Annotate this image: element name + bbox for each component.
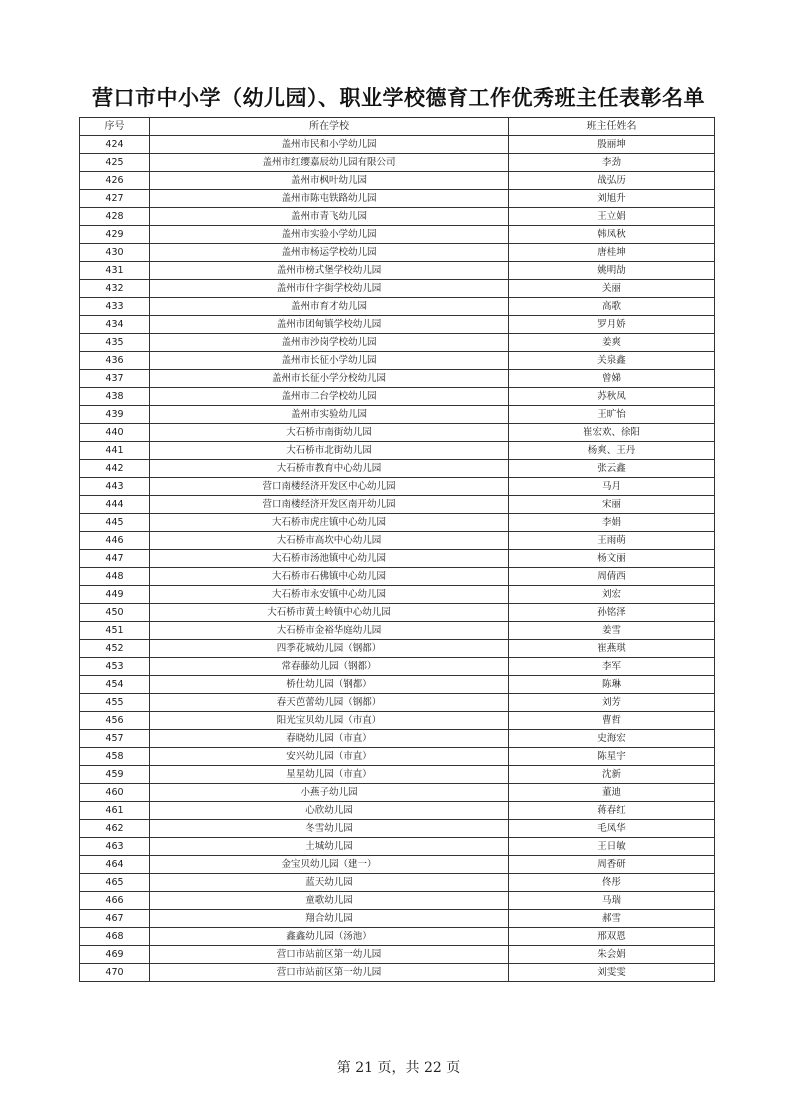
serial-number-cell: 460 (80, 784, 150, 802)
serial-number-cell: 437 (80, 370, 150, 388)
serial-number-cell: 444 (80, 496, 150, 514)
teacher-name-cell: 杨文丽 (509, 550, 715, 568)
school-cell: 大石桥市北街幼儿园 (150, 442, 509, 460)
table-row (80, 658, 715, 676)
serial-number-cell: 464 (80, 856, 150, 874)
teacher-name-cell: 刘雯雯 (509, 964, 715, 982)
table-row (80, 550, 715, 568)
teacher-name-cell: 马月 (509, 478, 715, 496)
table-row (80, 640, 715, 658)
table-row (80, 694, 715, 712)
school-cell: 童歌幼儿园 (150, 892, 509, 910)
school-cell: 盖州市沙岗学校幼儿园 (150, 334, 509, 352)
school-cell: 盖州市二台学校幼儿园 (150, 388, 509, 406)
teacher-name-cell: 曹哲 (509, 712, 715, 730)
school-cell: 大石桥市金裕华庭幼儿园 (150, 622, 509, 640)
serial-number-cell: 425 (80, 154, 150, 172)
teacher-name-cell: 姜雪 (509, 622, 715, 640)
serial-number-cell: 430 (80, 244, 150, 262)
serial-number-cell: 463 (80, 838, 150, 856)
header-teacher-name: 班主任姓名 (509, 118, 715, 136)
table-row (80, 460, 715, 478)
table-row (80, 622, 715, 640)
school-cell: 营口南楼经济开发区南开幼儿园 (150, 496, 509, 514)
page-footer: 第 21 页，共 22 页 (336, 1060, 461, 1076)
teacher-name-cell: 姜爽 (509, 334, 715, 352)
teacher-name-cell: 刘宏 (509, 586, 715, 604)
school-cell: 四季花城幼儿园（钢都） (150, 640, 509, 658)
table-row (80, 208, 715, 226)
school-cell: 盖州市青飞幼儿园 (150, 208, 509, 226)
school-cell: 鑫鑫幼儿园（汤池） (150, 928, 509, 946)
teacher-name-cell: 李娟 (509, 514, 715, 532)
school-cell: 盖州市长征小学幼儿园 (150, 352, 509, 370)
teacher-name-cell: 王日敏 (509, 838, 715, 856)
table-row (80, 838, 715, 856)
table-row (80, 946, 715, 964)
table-row (80, 388, 715, 406)
teacher-name-cell: 周香研 (509, 856, 715, 874)
teacher-name-cell: 毛凤华 (509, 820, 715, 838)
serial-number-cell: 432 (80, 280, 150, 298)
school-cell: 营口市站前区第一幼儿园 (150, 964, 509, 982)
serial-number-cell: 424 (80, 136, 150, 154)
school-cell: 金宝贝幼儿园（建一） (150, 856, 509, 874)
table-row (80, 226, 715, 244)
teacher-name-cell: 李劲 (509, 154, 715, 172)
table-row (80, 136, 715, 154)
school-cell: 冬雪幼儿园 (150, 820, 509, 838)
table-row (80, 262, 715, 280)
school-cell: 大石桥市永安镇中心幼儿园 (150, 586, 509, 604)
serial-number-cell: 458 (80, 748, 150, 766)
teacher-name-cell: 马瑞 (509, 892, 715, 910)
teacher-name-cell: 郝雪 (509, 910, 715, 928)
serial-number-cell: 467 (80, 910, 150, 928)
serial-number-cell: 436 (80, 352, 150, 370)
serial-number-cell: 441 (80, 442, 150, 460)
school-cell: 盖州市枫叶幼儿园 (150, 172, 509, 190)
serial-number-cell: 450 (80, 604, 150, 622)
table-row (80, 244, 715, 262)
serial-number-cell: 461 (80, 802, 150, 820)
teacher-name-cell: 史海宏 (509, 730, 715, 748)
serial-number-cell: 466 (80, 892, 150, 910)
serial-number-cell: 457 (80, 730, 150, 748)
table-row (80, 784, 715, 802)
school-cell: 翔合幼儿园 (150, 910, 509, 928)
school-cell: 盖州市长征小学分校幼儿园 (150, 370, 509, 388)
school-cell: 盖州市实验幼儿园 (150, 406, 509, 424)
table-row (80, 352, 715, 370)
table-row (80, 856, 715, 874)
table-body (80, 136, 715, 982)
teacher-name-cell: 陈星宇 (509, 748, 715, 766)
school-cell: 大石桥市南街幼儿园 (150, 424, 509, 442)
serial-number-cell: 448 (80, 568, 150, 586)
school-cell: 大石桥市黄土岭镇中心幼儿园 (150, 604, 509, 622)
serial-number-cell: 465 (80, 874, 150, 892)
table-row (80, 874, 715, 892)
school-cell: 盖州市杨运学校幼儿园 (150, 244, 509, 262)
teacher-name-cell: 蒋春红 (509, 802, 715, 820)
table-row (80, 532, 715, 550)
school-cell: 大石桥市虎庄镇中心幼儿园 (150, 514, 509, 532)
table-row (80, 964, 715, 982)
school-cell: 盖州市红缨嘉辰幼儿园有限公司 (150, 154, 509, 172)
table-row (80, 892, 715, 910)
table-row (80, 478, 715, 496)
school-cell: 营口南楼经济开发区中心幼儿园 (150, 478, 509, 496)
serial-number-cell: 446 (80, 532, 150, 550)
school-cell: 常春藤幼儿园（钢都） (150, 658, 509, 676)
school-cell: 星星幼儿园（市直） (150, 766, 509, 784)
teacher-name-cell: 周倩西 (509, 568, 715, 586)
school-cell: 春天芭蕾幼儿园（钢都） (150, 694, 509, 712)
table-row (80, 424, 715, 442)
table-row (80, 712, 715, 730)
serial-number-cell: 433 (80, 298, 150, 316)
serial-number-cell: 453 (80, 658, 150, 676)
teacher-name-cell: 战弘历 (509, 172, 715, 190)
serial-number-cell: 447 (80, 550, 150, 568)
teacher-name-cell: 崔宏欢、徐阳 (509, 424, 715, 442)
table-row (80, 370, 715, 388)
school-cell: 阳光宝贝幼儿园（市直） (150, 712, 509, 730)
header-serial-number: 序号 (80, 118, 150, 136)
table-row (80, 766, 715, 784)
teacher-name-cell: 关泉鑫 (509, 352, 715, 370)
serial-number-cell: 455 (80, 694, 150, 712)
school-cell: 盖州市陈屯铁路幼儿园 (150, 190, 509, 208)
school-cell: 蓝天幼儿园 (150, 874, 509, 892)
school-cell: 盖州市实验小学幼儿园 (150, 226, 509, 244)
table-row (80, 280, 715, 298)
serial-number-cell: 452 (80, 640, 150, 658)
school-cell: 盖州市什字街学校幼儿园 (150, 280, 509, 298)
school-cell: 心欣幼儿园 (150, 802, 509, 820)
teacher-name-cell: 殷丽坤 (509, 136, 715, 154)
table-row (80, 910, 715, 928)
teacher-name-cell: 孙铭泽 (509, 604, 715, 622)
school-cell: 大石桥市高坎中心幼儿园 (150, 532, 509, 550)
teacher-name-cell: 陈琳 (509, 676, 715, 694)
teacher-name-cell: 崔燕琪 (509, 640, 715, 658)
teacher-name-cell: 沈新 (509, 766, 715, 784)
serial-number-cell: 449 (80, 586, 150, 604)
serial-number-cell: 426 (80, 172, 150, 190)
school-cell: 大石桥市石佛镇中心幼儿园 (150, 568, 509, 586)
teacher-name-cell: 董迪 (509, 784, 715, 802)
table-row (80, 676, 715, 694)
teacher-name-cell: 刘芳 (509, 694, 715, 712)
school-cell: 小燕子幼儿园 (150, 784, 509, 802)
teacher-name-cell: 宋丽 (509, 496, 715, 514)
teacher-name-cell: 韩凤秋 (509, 226, 715, 244)
teacher-name-cell: 王立娟 (509, 208, 715, 226)
teacher-name-cell: 王旷怡 (509, 406, 715, 424)
school-cell: 土城幼儿园 (150, 838, 509, 856)
table-row (80, 334, 715, 352)
table-row (80, 604, 715, 622)
teacher-name-cell: 王雨萌 (509, 532, 715, 550)
table-row (80, 190, 715, 208)
commendation-table (79, 117, 715, 982)
table-row (80, 730, 715, 748)
teacher-name-cell: 罗月娇 (509, 316, 715, 334)
serial-number-cell: 438 (80, 388, 150, 406)
school-cell: 盖州市榜式堡学校幼儿园 (150, 262, 509, 280)
table-header-row (80, 118, 715, 136)
table-row (80, 568, 715, 586)
serial-number-cell: 427 (80, 190, 150, 208)
table-row (80, 802, 715, 820)
school-cell: 营口市站前区第一幼儿园 (150, 946, 509, 964)
table-row (80, 928, 715, 946)
teacher-name-cell: 邢双恩 (509, 928, 715, 946)
page-title: 营口市中小学（幼儿园）、职业学校德育工作优秀班主任表彰名单 (92, 85, 705, 110)
teacher-name-cell: 李军 (509, 658, 715, 676)
serial-number-cell: 469 (80, 946, 150, 964)
serial-number-cell: 434 (80, 316, 150, 334)
serial-number-cell: 470 (80, 964, 150, 982)
school-cell: 春晓幼儿园（市直） (150, 730, 509, 748)
teacher-name-cell: 唐桂坤 (509, 244, 715, 262)
teacher-name-cell: 姚明劼 (509, 262, 715, 280)
header-school: 所在学校 (150, 118, 509, 136)
teacher-name-cell: 苏秋凤 (509, 388, 715, 406)
school-cell: 盖州市民和小学幼儿园 (150, 136, 509, 154)
table-row (80, 748, 715, 766)
table-row (80, 496, 715, 514)
serial-number-cell: 431 (80, 262, 150, 280)
table-row (80, 514, 715, 532)
teacher-name-cell: 朱会娟 (509, 946, 715, 964)
teacher-name-cell: 杨爽、王丹 (509, 442, 715, 460)
school-cell: 桥仕幼儿园（钢都） (150, 676, 509, 694)
teacher-name-cell: 曾娣 (509, 370, 715, 388)
table-row (80, 442, 715, 460)
school-cell: 盖州市团甸镇学校幼儿园 (150, 316, 509, 334)
serial-number-cell: 428 (80, 208, 150, 226)
table-row (80, 820, 715, 838)
table-row (80, 406, 715, 424)
school-cell: 盖州市育才幼儿园 (150, 298, 509, 316)
serial-number-cell: 462 (80, 820, 150, 838)
table-row (80, 172, 715, 190)
school-cell: 安兴幼儿园（市直） (150, 748, 509, 766)
teacher-name-cell: 刘旭升 (509, 190, 715, 208)
teacher-name-cell: 张云鑫 (509, 460, 715, 478)
serial-number-cell: 445 (80, 514, 150, 532)
serial-number-cell: 454 (80, 676, 150, 694)
serial-number-cell: 443 (80, 478, 150, 496)
teacher-name-cell: 高歌 (509, 298, 715, 316)
serial-number-cell: 459 (80, 766, 150, 784)
school-cell: 大石桥市汤池镇中心幼儿园 (150, 550, 509, 568)
serial-number-cell: 451 (80, 622, 150, 640)
teacher-name-cell: 佟彤 (509, 874, 715, 892)
serial-number-cell: 440 (80, 424, 150, 442)
serial-number-cell: 456 (80, 712, 150, 730)
teacher-name-cell: 关丽 (509, 280, 715, 298)
table-row (80, 154, 715, 172)
serial-number-cell: 468 (80, 928, 150, 946)
serial-number-cell: 429 (80, 226, 150, 244)
serial-number-cell: 439 (80, 406, 150, 424)
table-row (80, 298, 715, 316)
table-row (80, 586, 715, 604)
serial-number-cell: 435 (80, 334, 150, 352)
serial-number-cell: 442 (80, 460, 150, 478)
school-cell: 大石桥市教育中心幼儿园 (150, 460, 509, 478)
table-row (80, 316, 715, 334)
